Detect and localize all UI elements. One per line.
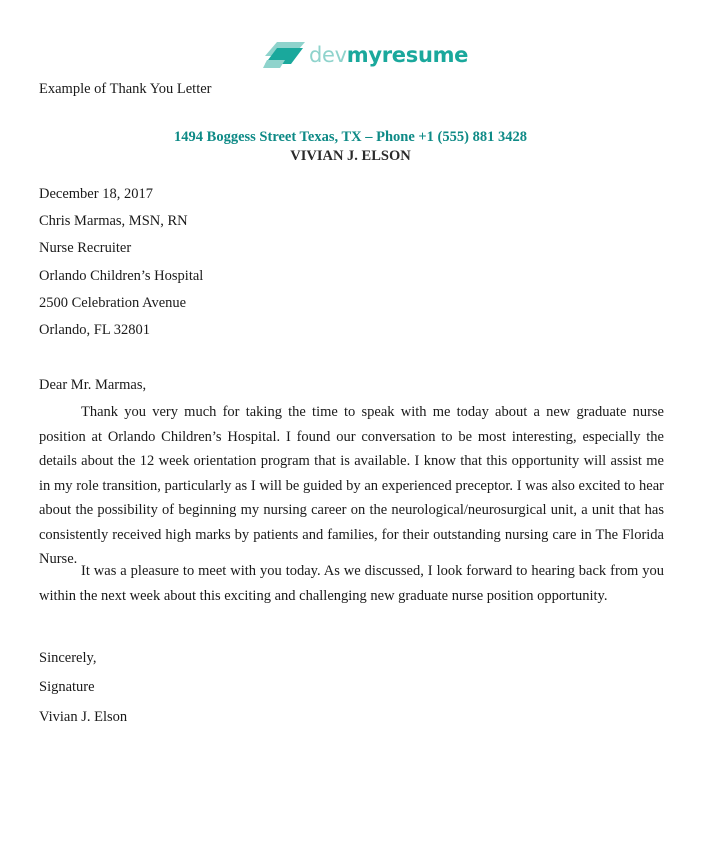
- brand-wordmark: [309, 40, 468, 70]
- body-paragraph: Thank you very much for taking the time to speak with me today about a new graduate nurse position at Orlando Children’s Hospital. I found our conversation to be most interesting, especially the details about the 12 week orientation program that is available. I know that this opportunity will assist me in my role transition, particularly as I will be guided by an experienced preceptor. I was also excited to hear about the possibility of beginning my nursing career on the neurological/neurosurgical unit, a unit that has consistently received high marks by patients and families, for their outstanding nursing care in The Florida Nurse.: [39, 404, 664, 567]
- sender-address: 1494 Boggess Street Texas, TX – Phone +1 (555) 881 3428: [174, 129, 527, 145]
- brand-wordmark-dev: dev: [309, 43, 347, 67]
- letter-date: December 18, 2017: [39, 186, 153, 202]
- salutation: Dear Mr. Marmas,: [39, 377, 147, 393]
- signer-name: Vivian J. Elson: [39, 709, 128, 725]
- brand-wordmark-myresume: myresume: [346, 43, 469, 67]
- brand-logo: [263, 40, 468, 70]
- recipient-street: 2500 Celebration Avenue: [39, 295, 187, 311]
- document-label: Example of Thank You Letter: [39, 81, 212, 97]
- recipient-name: Chris Marmas, MSN, RN: [39, 213, 188, 229]
- recipient-organization: Orlando Children’s Hospital: [39, 268, 204, 284]
- ribbon-logo-icon: [263, 42, 305, 68]
- closing: Sincerely,: [39, 650, 97, 666]
- recipient-title: Nurse Recruiter: [39, 240, 132, 256]
- sender-name: VIVIAN J. ELSON: [290, 148, 411, 164]
- recipient-city: Orlando, FL 32801: [39, 322, 151, 338]
- body-paragraph: It was a pleasure to meet with you today. As we discussed, I look forward to hearing back from you within the next week about this exciting and challenging new graduate nurse position opportunity.: [39, 563, 664, 604]
- signature: Signature: [39, 679, 95, 695]
